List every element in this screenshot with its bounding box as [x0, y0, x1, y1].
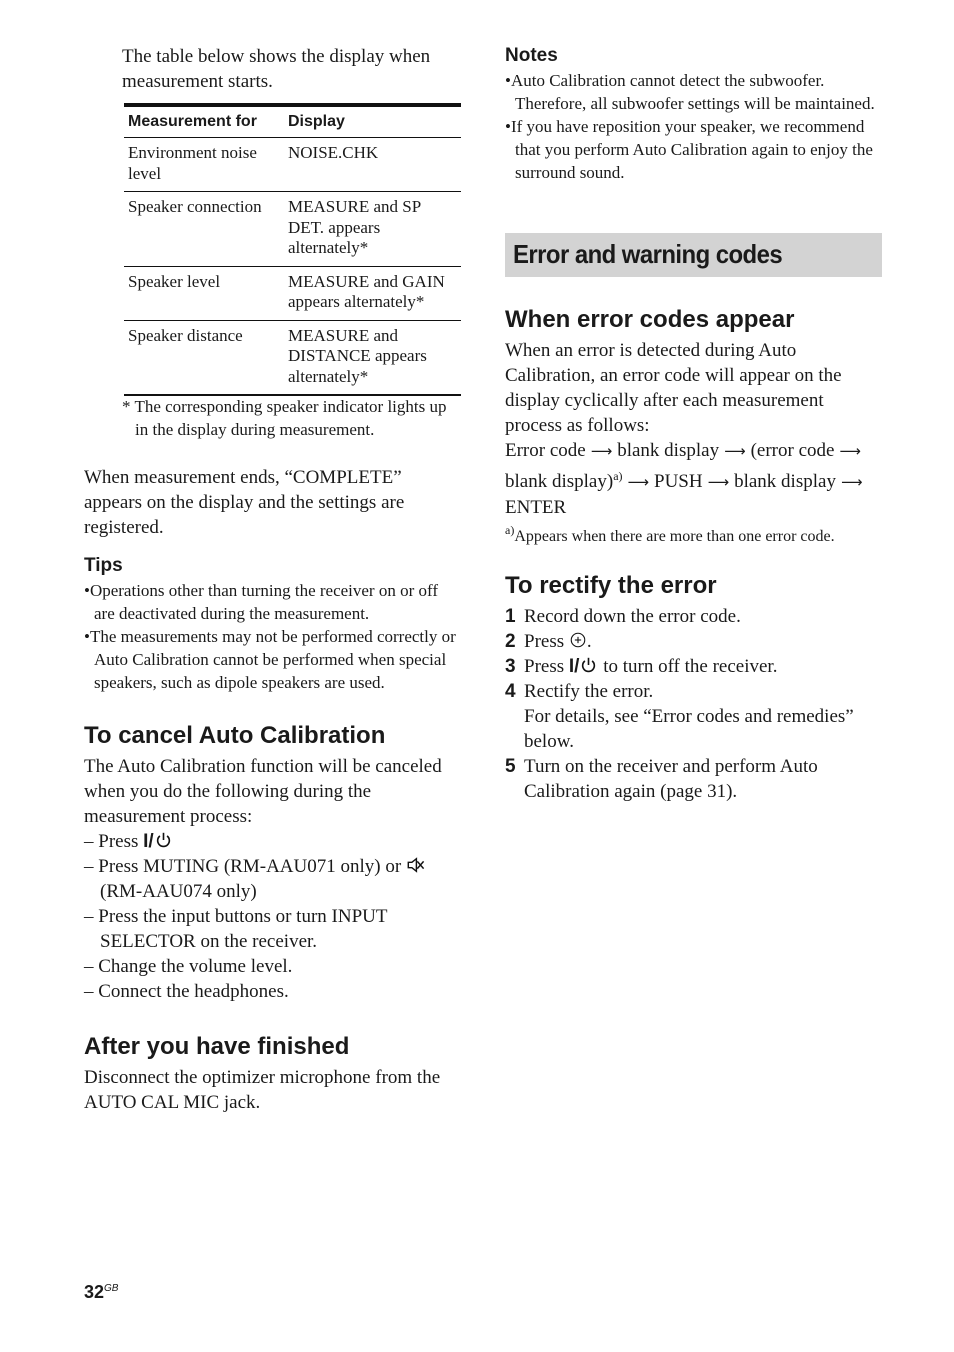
cancel-heading: To cancel Auto Calibration [84, 722, 386, 749]
seq-step: blank display [617, 440, 720, 461]
page-number-suffix: GB [104, 1283, 119, 1294]
page-number [84, 1282, 118, 1303]
seq-step: Error code [505, 440, 586, 461]
step-number: 2 [505, 631, 516, 652]
list-item: •Auto Calibration cannot detect the subwoofer. Therefore, all subwoofer settings will be maintained. [505, 71, 875, 113]
notes-heading: Notes [505, 45, 558, 66]
list-item: •The measurements may not be performed correctly or Auto Calibration cannot be performed when special speakers, such as dipole speakers are used. [84, 627, 456, 692]
arrow-right-icon: ⟶ [707, 473, 730, 491]
press-label: Press [98, 831, 139, 852]
power-icon: I/ [143, 831, 173, 852]
muting-icon [406, 856, 425, 877]
cancel-item-text: Connect the headphones. [98, 981, 289, 1002]
error-footnote [505, 519, 885, 548]
arrow-right-icon: ⟶ [627, 473, 650, 491]
seq-step: ENTER [505, 497, 567, 518]
table-intro: The table below shows the display when measurement starts. [122, 46, 431, 92]
cancel-item-text: Press the input buttons or turn INPUT SELECTOR on the receiver. [98, 906, 388, 952]
tip-text: The measurements may not be performed correctly or Auto Calibration cannot be performed when special speakers, such as dipole speakers are used. [89, 627, 456, 692]
step-text: . [586, 631, 592, 652]
table-row [124, 320, 461, 395]
table-cell: NOISE.CHK [284, 138, 461, 192]
list-item: •Operations other than turning the receiver on or off are deactivated during the measurement. [84, 581, 439, 623]
cancel-list [84, 829, 462, 1004]
list-item: – Press MUTING (RM-AAU071 only) or (RM-AAU074 only) [84, 854, 462, 904]
measurement-table [124, 103, 461, 396]
measurement-end-text: When measurement ends, “COMPLETE” appears on the display and the settings are registered. [84, 467, 405, 538]
table-cell: Speaker connection [124, 192, 284, 267]
section-banner [505, 233, 882, 277]
column-header-display: Display [284, 105, 461, 138]
step-text: to turn off the receiver. [603, 656, 778, 677]
seq-step: PUSH [654, 471, 703, 492]
page-number-value: 32 [84, 1282, 105, 1302]
list-item [505, 629, 885, 654]
step-text: For details, see “Error codes and remedies” below. [524, 706, 854, 752]
list-item: – Press I/ [84, 829, 462, 854]
step-text: Rectify the error. [524, 681, 654, 702]
step-text: Turn on the receiver and perform Auto Calibration again (page 31). [524, 756, 818, 802]
power-icon: I/ [569, 656, 599, 677]
table-row [124, 192, 461, 267]
list-item [505, 654, 885, 679]
step-text: Record down the error code. [524, 606, 741, 627]
table-row [124, 266, 461, 320]
cancel-item-text: Change the volume level. [98, 956, 293, 977]
footnote-marker: a) [613, 469, 623, 483]
arrow-right-icon: ⟶ [839, 442, 861, 460]
table-footnote-text: * The corresponding speaker indicator lights up in the display during measurement. [122, 397, 447, 439]
table-footnote [122, 395, 462, 441]
when-error-heading: When error codes appear [505, 306, 795, 333]
footnote-text: Appears when there are more than one error code. [514, 528, 835, 545]
list-item [505, 679, 885, 754]
muting-text: Press MUTING (RM-AAU071 only) or [98, 856, 402, 877]
list-item: •If you have reposition your speaker, we recommend that you perform Auto Calibration again to enjoy the surround sound. [505, 117, 873, 182]
rectify-steps [505, 604, 885, 804]
when-error-text [505, 338, 885, 520]
seq-step: blank display) [505, 471, 614, 492]
arrow-right-icon: ⟶ [724, 442, 746, 460]
table-row [124, 138, 461, 192]
plus-circle-icon [569, 631, 587, 652]
list-item: – Connect the headphones. [84, 981, 289, 1002]
table-cell: MEASURE and DISTANCE appears alternately* [288, 325, 427, 386]
list-item [505, 754, 885, 804]
table-cell: Speaker distance [128, 325, 243, 345]
arrow-right-icon: ⟶ [840, 473, 863, 491]
footnote-marker: a) [505, 523, 515, 537]
muting-suffix: (RM-AAU074 only) [100, 881, 257, 902]
after-heading: After you have finished [84, 1033, 350, 1060]
table-cell: MEASURE and GAIN appears alternately* [284, 266, 461, 320]
column-header-measurement: Measurement for [124, 105, 284, 138]
after-text: Disconnect the optimizer microphone from the AUTO CAL MIC jack. [84, 1067, 441, 1113]
step-number: 4 [505, 681, 516, 702]
seq-step: blank display [734, 471, 836, 492]
table-header-row [124, 105, 461, 138]
step-text: Press [524, 631, 565, 652]
table-cell: Environment noise level [124, 138, 284, 192]
tip-text: Operations other than turning the receiver on or off are deactivated during the measurement. [89, 581, 439, 623]
note-text: Auto Calibration cannot detect the subwoofer. Therefore, all subwoofer settings will be maintained. [510, 71, 875, 113]
tips-list [84, 579, 462, 694]
error-sequence [505, 438, 885, 520]
seq-step: (error code [750, 440, 835, 461]
section-banner-title: Error and warning codes [513, 239, 783, 269]
step-text: Press [524, 656, 565, 677]
when-error-paragraph: When an error is detected during Auto Calibration, an error code will appear on the display cyclically after each measurement process as follows: [505, 340, 842, 436]
list-item: – Press the input buttons or turn INPUT SELECTOR on the receiver. [84, 906, 388, 952]
list-item: – Change the volume level. [84, 956, 293, 977]
list-item [505, 604, 885, 629]
step-number: 1 [505, 606, 516, 627]
arrow-right-icon: ⟶ [590, 442, 613, 460]
step-number: 3 [505, 656, 516, 677]
rectify-heading: To rectify the error [505, 572, 717, 599]
notes-list [505, 69, 885, 184]
step-number: 5 [505, 756, 516, 777]
note-text: If you have reposition your speaker, we recommend that you perform Auto Calibration again to enjoy the surround sound. [510, 117, 873, 182]
table-cell: Speaker level [124, 266, 284, 320]
table-cell: MEASURE and SP DET. appears alternately* [284, 192, 461, 267]
tips-heading: Tips [84, 555, 123, 576]
cancel-text: The Auto Calibration function will be canceled when you do the following during the measurement process: [84, 756, 442, 827]
